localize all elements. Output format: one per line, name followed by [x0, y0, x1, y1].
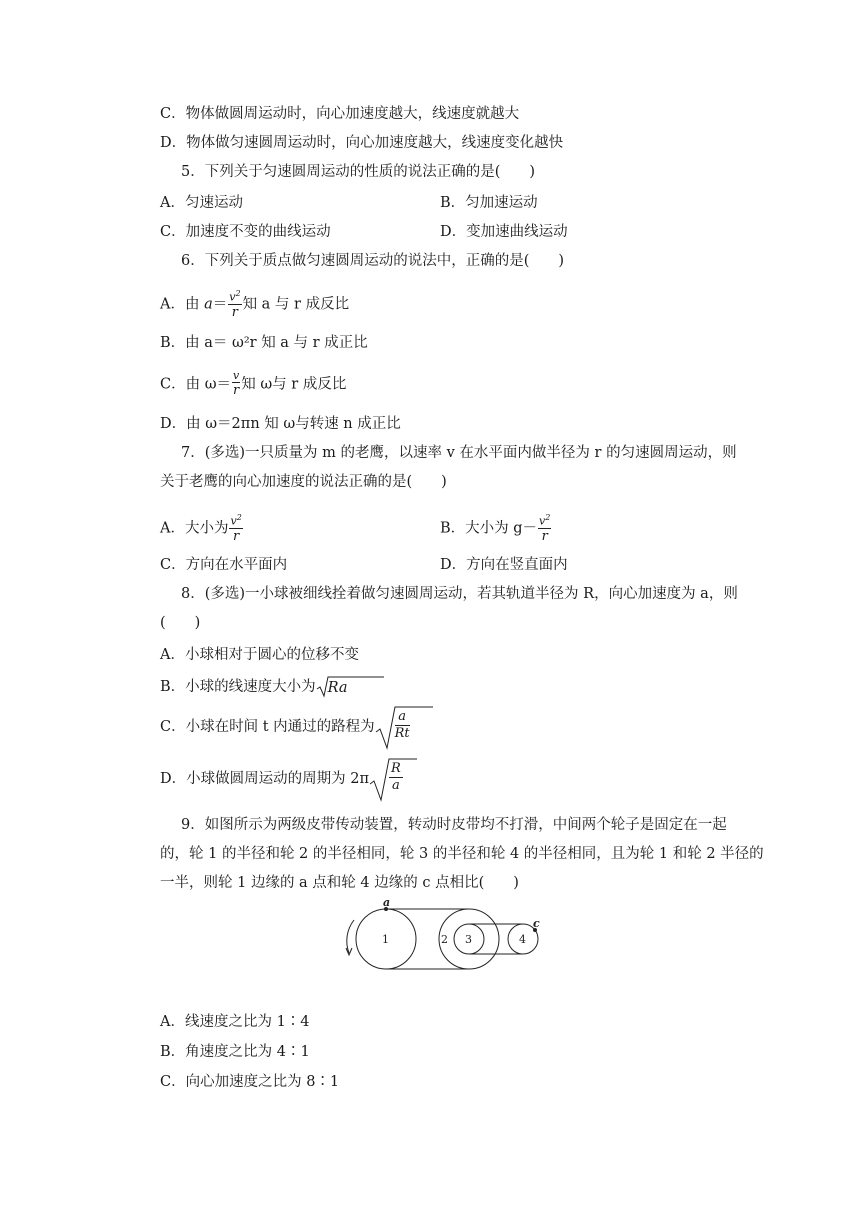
- wheel-4-label: 4: [519, 933, 526, 946]
- point-c-label: c: [533, 917, 540, 930]
- q5-stem: 5．下列关于匀速圆周运动的性质的说法正确的是( ): [181, 164, 536, 180]
- q5-option-d: D．变加速曲线运动: [440, 224, 568, 240]
- fraction: $\frac{v}{r}$: [233, 369, 240, 398]
- q8-option-c: C．小球在时间 t 内通过的路程为 $\frac{a}{Rt}$: [160, 706, 410, 748]
- q7-option-b: B．大小为 g－ $\frac{v^2}{r}$: [440, 513, 551, 544]
- q6-stem: 6．下列关于质点做匀速圆周运动的说法中，正确的是( ): [181, 253, 565, 269]
- q9-stem-line1: 9．如图所示为两级皮带传动装置，转动时皮带均不打滑，中间两个轮子是固定在一起: [181, 817, 727, 833]
- q8-option-a: A．小球相对于圆心的位移不变: [160, 647, 359, 663]
- point-a-label: a: [383, 898, 391, 909]
- q4-option-c: C．物体做圆周运动时，向心加速度越大，线速度就越大: [160, 106, 520, 122]
- fraction: $\frac{v^2}{r}$: [539, 513, 551, 544]
- q9-option-b: B．角速度之比为 4∶1: [160, 1044, 310, 1060]
- q7-option-a: A．大小为 $\frac{v^2}{r}$: [160, 513, 242, 544]
- q5-option-c: C．加速度不变的曲线运动: [160, 224, 331, 240]
- fraction: $\frac{v^2}{r}$: [230, 513, 242, 544]
- q8-stem-line2: ( ): [160, 615, 201, 631]
- q9-option-c: C．向心加速度之比为 8∶1: [160, 1074, 340, 1090]
- q9-stem-line3: 一半，则轮 1 边缘的 a 点和轮 4 边缘的 c 点相比( ): [160, 875, 519, 891]
- fraction: $\frac{v^2}{r}$: [229, 289, 241, 320]
- q8-option-d: D．小球做圆周运动的周期为 2π $\frac{R}{a}$: [160, 758, 403, 800]
- q6-option-c: C．由 ω＝ $\frac{v}{r}$ 知 ω与 r 成反比: [160, 369, 347, 398]
- q7-option-c: C．方向在水平面内: [160, 557, 288, 573]
- q6-option-b: B．由 a＝ ω²r 知 a 与 r 成正比: [160, 335, 368, 351]
- wheel-2-label: 2: [441, 933, 448, 946]
- q7-stem-line1: 7．(多选)一只质量为 m 的老鹰，以速率 v 在水平面内做半径为 r 的匀速圆周运动，则: [181, 445, 737, 461]
- q7-stem-line2: 关于老鹰的向心加速度的说法正确的是( ): [160, 474, 447, 490]
- sqrt: $\frac{R}{a}$: [369, 758, 403, 800]
- q5-option-a: A．匀速运动: [160, 195, 243, 211]
- wheel-1-label: 1: [382, 933, 389, 946]
- sqrt: $\frac{a}{Rt}$: [375, 706, 410, 748]
- q8-stem-line1: 8．(多选)一小球被细线拴着做匀速圆周运动，若其轨道半径为 R，向心加速度为 a，则: [181, 586, 738, 602]
- q9-stem-line2: 的，轮 1 的半径和轮 2 的半径相同，轮 3 的半径和轮 4 的半径相同，且为轮 1 和轮 2 半径的: [160, 846, 764, 862]
- q5-option-b: B．匀加速运动: [440, 195, 538, 211]
- q6-option-d: D．由 ω＝2πn 知 ω与转速 n 成正比: [160, 416, 401, 432]
- rotation-arrow: [347, 920, 354, 953]
- q6-option-a: A．由 a＝ $\frac{v^2}{r}$ 知 a 与 r 成反比: [160, 289, 350, 320]
- q7-option-d: D．方向在竖直面内: [440, 557, 568, 573]
- q4-option-d: D．物体做匀速圆周运动时，向心加速度越大，线速度变化越快: [160, 135, 564, 151]
- arrow-head: [346, 948, 352, 955]
- sqrt: Ra: [316, 676, 348, 698]
- q8-option-b: B．小球的线速度大小为 Ra: [160, 676, 348, 698]
- belt-drive-figure: [340, 898, 550, 976]
- wheel-3-label: 3: [465, 933, 472, 946]
- q9-option-a: A．线速度之比为 1∶4: [160, 1014, 310, 1030]
